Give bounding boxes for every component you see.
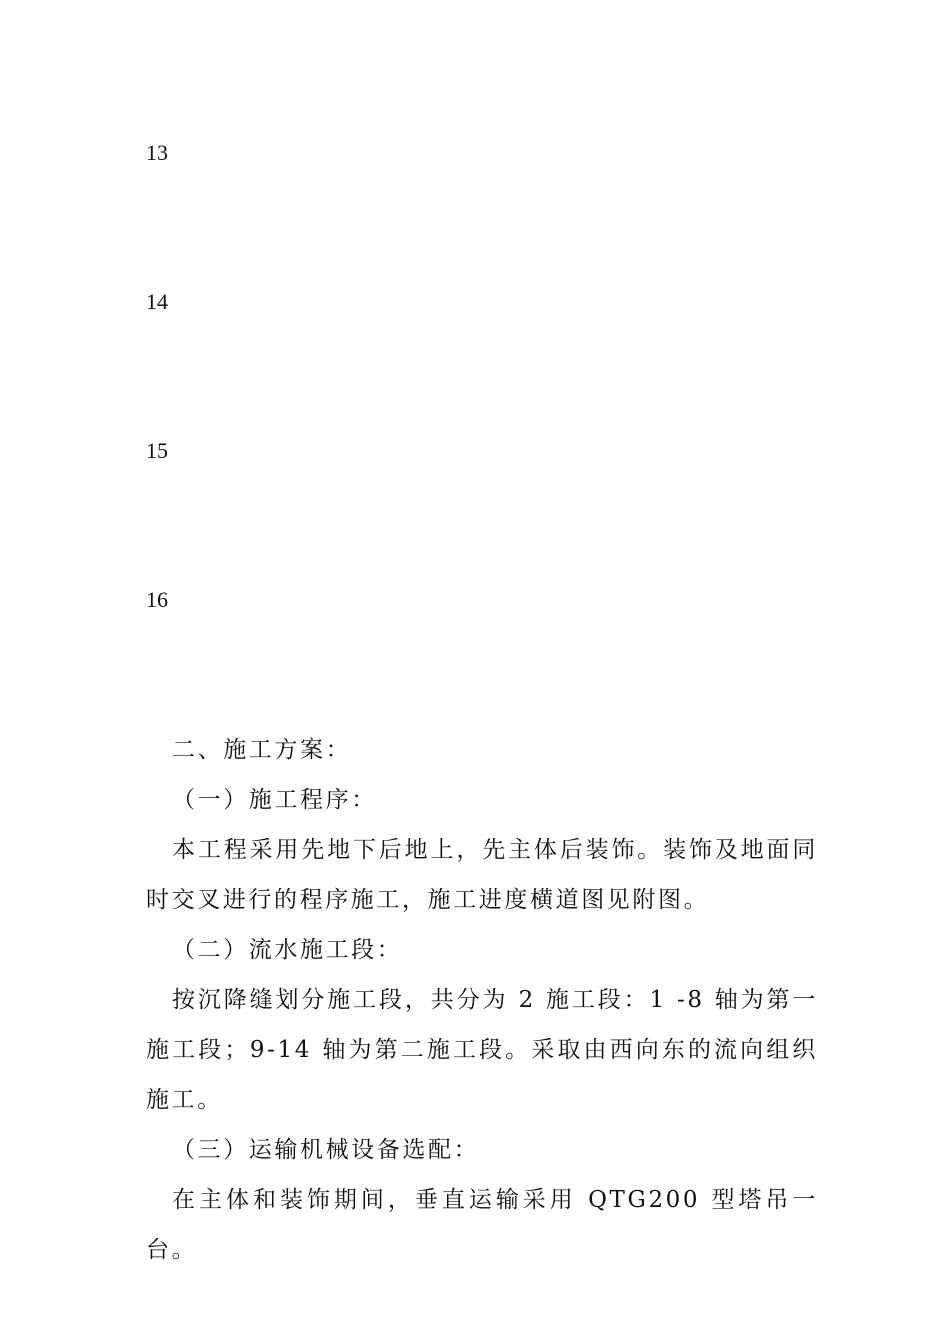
section-heading: 二、施工方案： [172,737,352,763]
row-number-14: 14 [146,289,168,314]
subsection-3-text: 在主体和装饰期间，垂直运输采用 QTG200 型塔吊一台。 [146,1187,818,1263]
subsection-2-title: （二）流水施工段： [172,937,403,963]
row-number-16: 16 [146,587,168,612]
row-number-15: 15 [146,438,168,463]
subsection-3-title: （三）运输机械设备选配： [172,1137,480,1163]
subsection-1-text: 本工程采用先地下后地上，先主体后装饰。装饰及地面同时交叉进行的程序施工，施工进度横道图见附图。 [146,837,818,913]
row-number-13: 13 [146,140,168,165]
subsection-2-text: 按沉降缝划分施工段，共分为 2 施工段：1 -8 轴为第一施工段；9-14 轴为第二施工段。采取由西向东的流向组织施工。 [146,987,818,1113]
subsection-1-title: （一）施工程序： [172,787,377,813]
